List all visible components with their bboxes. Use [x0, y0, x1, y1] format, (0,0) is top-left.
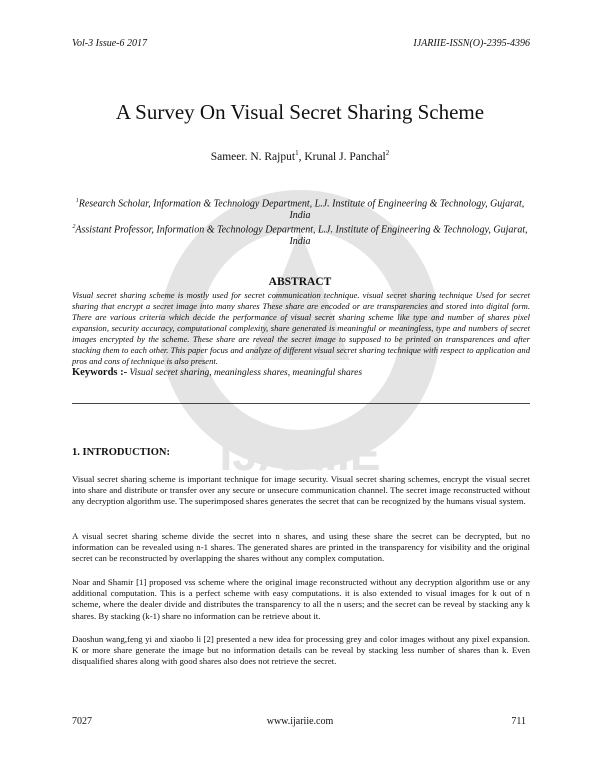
footer-page-number: 711 [511, 716, 526, 727]
abstract-heading: ABSTRACT [268, 276, 332, 288]
author-superscript: 1 [295, 149, 299, 157]
paragraph: Visual secret sharing scheme is important technique for image security. Visual secret sharing schemes, encrypt the visual secret into share and distribute or transfer over any secure or unsecure communication channel. The secret image reconstructed without any decryption algorithm use. The superimposed shares generates the secret that can be recognized by the humans visual system. [72, 474, 530, 507]
paragraph: Noar and Shamir [1] proposed vss scheme where the original image reconstructed without any decryption algorithm use or any additional computation. This is a perfect scheme with easy computations. it is also extended to visual images for k out of n scheme, where the dealer divide and distributes the transparency to all the n users; and the secret can be reveal by stacking any k shares. By stacking (k-1) share no information can be retrieve about it. [72, 577, 530, 621]
author-name: Sameer. N. Rajput [210, 150, 296, 163]
section-heading-introduction: 1. INTRODUCTION: [72, 447, 171, 458]
affiliation-text: Research Scholar, Information & Technology Department, L.J. Institute of Engineering & Technology, Gujarat, India [78, 198, 525, 222]
abstract-body: Visual secret sharing scheme is mostly used for secret communication technique. visual secret sharing technique Used for secret sharing that encrypt a secret image into many shares These share are encoded or are transparencies and stored into digital form. There are various criteria which decide the performance of visual secret sharing scheme like type and number of shares pixel expansion, security accuracy, computational complexity, share generated is meaningful or meaningless, type and numbers of secret images encrypted by the scheme. These share are reveal the secret image to supposed to be printed on transparences and after stacking them to each other. This paper focus and analyze of different visual secret sharing technique with respect to application and pros and cons of technique is also present. [72, 290, 530, 366]
author-line [0, 149, 600, 163]
keywords-label: Keywords :- [72, 367, 128, 378]
section-divider [72, 403, 530, 404]
watermark-text: IJARIIE [219, 428, 381, 480]
affiliation-text: Assistant Professor, Information & Technology Department, L.J. Institute of Engineering & Technology, Gujarat, India [75, 224, 528, 248]
keywords-text: Visual secret sharing, meaningless shares, meaningful shares [129, 368, 363, 378]
footer-website: www.ijariie.com [266, 716, 334, 727]
affiliation-1 [68, 195, 532, 222]
author-separator: , [298, 150, 305, 163]
affiliation-superscript: 2 [72, 224, 76, 230]
header-issn: IJARIIE-ISSN(O)-2395-4396 [413, 38, 530, 49]
affiliation-superscript: 1 [75, 198, 79, 204]
author-name: Krunal J. Panchal [304, 150, 386, 163]
paper-title: A Survey On Visual Secret Sharing Scheme [115, 100, 485, 124]
header-volume: Vol-3 Issue-6 2017 [72, 38, 147, 49]
footer-left-number: 7027 [72, 716, 92, 727]
keywords-line [72, 367, 362, 378]
affiliation-2 [68, 221, 532, 248]
paragraph: A visual secret sharing scheme divide the secret into n shares, and using these share the secret can be decrypted, but no information can be revealed using n-1 shares. The generated shares are printed in the transparency for visibility and the original secret can be reconstructed by overlapping the shares without any complex computation. [72, 531, 530, 564]
paragraph: Daoshun wang,feng yi and xiaobo li [2] presented a new idea for processing grey and color images without any pixel expansion. K or more share generate the image but no information details can be reveal by stacking less number of shares than k. Even disqualified shares along with good shares also does not retrieve the secret. [72, 634, 530, 667]
author-superscript: 2 [385, 149, 390, 157]
